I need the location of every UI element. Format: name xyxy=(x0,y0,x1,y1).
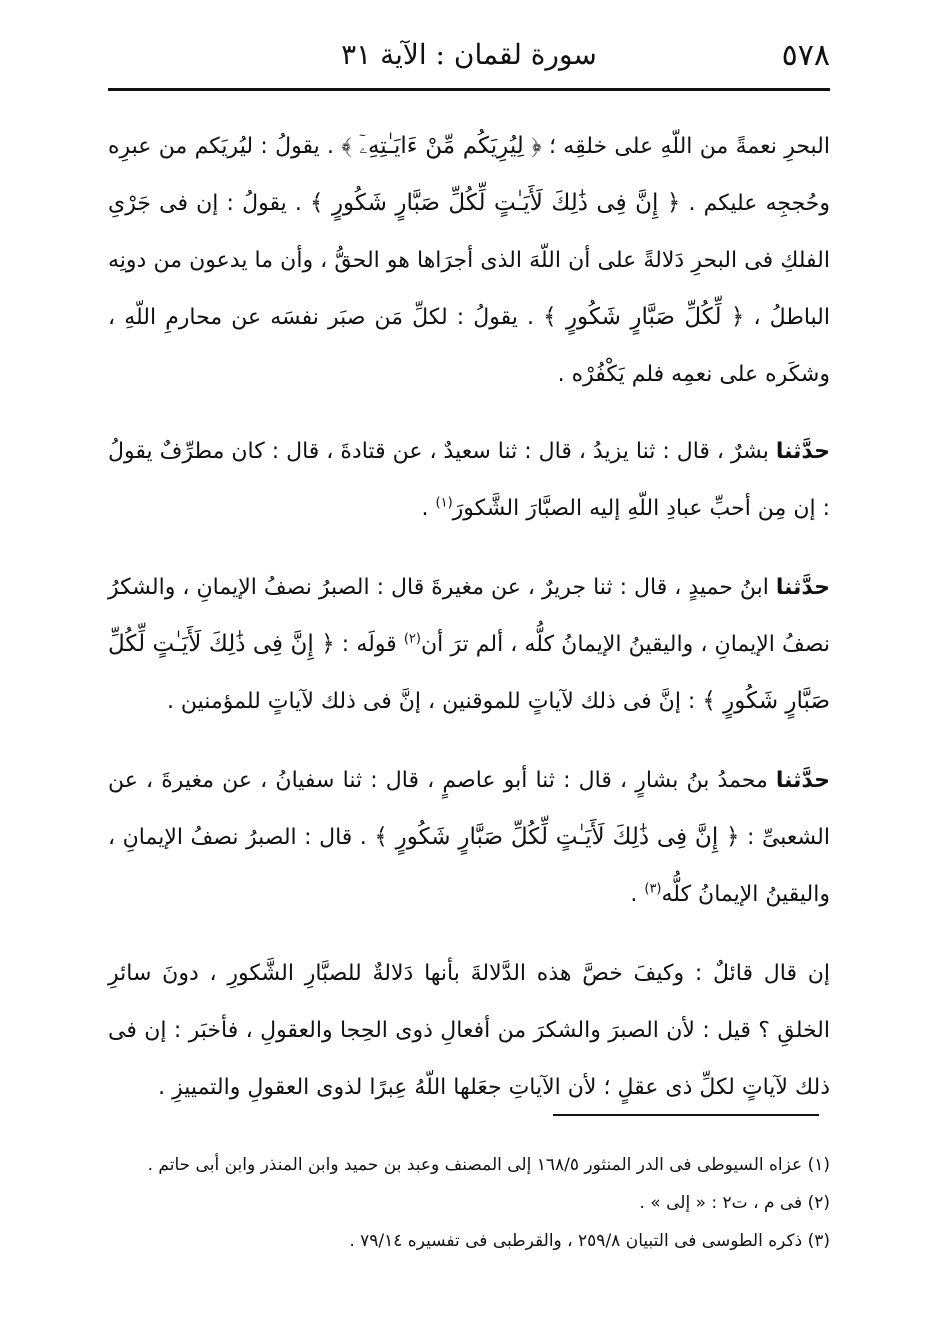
paragraph-5 xyxy=(108,945,830,1116)
footnote-2: (٢) فى م ، ت٢ : « إلى » . xyxy=(639,1193,830,1213)
paragraph-text: . يقولُ : ليُريَكم من عبرِه وحُججِه عليكم . xyxy=(108,134,831,216)
quran-verse: ﴿ لِّكُلِّ صَبَّارٍ شَكُورٍ ﴾ xyxy=(543,304,745,330)
running-title: سورة لقمان : الآية ٣١ xyxy=(341,38,597,71)
paragraph-text: : إنَّ فى ذلك لآياتٍ للموقنين ، إنَّ فى ذلك لآياتٍ للمؤمنين . xyxy=(166,689,703,714)
paragraph-4 xyxy=(108,752,830,923)
paragraph-2 xyxy=(108,423,830,537)
footnote-reference: (٣) xyxy=(644,881,662,897)
quran-verse: ﴿ إِنَّ فِى ذَٰلِكَ لَأَيَـٰتٍ لِّكُلِّ صَبَّارٍ شَكُورٍ ﴾ xyxy=(310,190,681,216)
paragraph-text: . xyxy=(421,496,436,521)
page-header xyxy=(108,34,830,84)
paragraph-text: . xyxy=(630,882,645,907)
paragraph-text: . يقولُ : إن فى جَرْىِ الفلكِ فى البحرِ دَلالةً على أن اللّهَ الذى أجرَاها هو الحقُّ ، وأن ما يدعون من دونِه الباطلُ ، xyxy=(108,191,830,330)
quran-verse: ﴿ إِنَّ فِى ذَٰلِكَ لَأَيَـٰتٍ لِّكُلِّ صَبَّارٍ شَكُورٍ ﴾ xyxy=(374,824,740,850)
footnote-reference: (١) xyxy=(435,495,453,511)
footnote-3: (٣) ذكره الطوسى فى التبيان ٢٥٩/٨ ، والقرطبى فى تفسيره ٧٩/١٤ . xyxy=(349,1231,830,1251)
paragraph-text: . يقولُ : لكلِّ مَن صبَر نفسَه عن محارمِ اللّهِ ، وشكَره على نعمِه فلم يَكْفُرْه . xyxy=(108,305,830,387)
paragraph-3 xyxy=(108,559,830,730)
paragraph-text: . قال : الصبرُ نصفُ الإيمانِ ، واليقينُ الإيمانُ كلُّه xyxy=(108,825,830,907)
quran-verse: ﴿ لِيُرِيَكُم مِّنْ ءَايَـٰتِهِۦٓ ﴾ xyxy=(341,133,542,159)
hadith-opener: حدَّثنا xyxy=(775,768,830,793)
paragraph-text: البحرِ نعمةً من اللّهِ على خلقِه ؛ xyxy=(541,134,830,159)
header-rule xyxy=(108,88,830,91)
footnote-rule xyxy=(553,1114,819,1116)
footnote-reference: (٢) xyxy=(403,631,421,647)
main-text xyxy=(108,118,830,1138)
quran-verse: ﴿ إِنَّ فِى ذَٰلِكَ لَأَيَـٰتٍ لِّكُلِّ صَبَّارٍ شَكُورٍ ﴾ xyxy=(108,631,830,714)
paragraph-text: ابنُ حميدٍ ، قال : ثنا جريرٌ ، عن مغيرةَ قال : الصبرُ نصفُ الإيمانِ ، والشكرُ نصفُ الإيمانِ ، واليقينُ الإيمانُ كلُّه ، ألم ترَ أن xyxy=(108,575,831,657)
footnote-1: (١) عزاه السيوطى فى الدر المنثور ١٦٨/٥ إلى المصنف وعبد بن حميد وابن المنذر وابن أبى حاتم . xyxy=(147,1155,830,1175)
paragraph-text: إن قال قائلٌ : وكيفَ خصَّ هذه الدَّلالةَ بأنها دَلالةٌ للصبَّارِ الشَّكورِ ، دونَ سائرِ الخلقِ ؟ قيل : لأن الصبرَ والشكرَ من أفعالِ ذوى الحِجا والعقولِ ، فأخبَر : إن فى ذلك لآياتٍ لكلِّ ذى عقلٍ ؛ لأن الآياتِ جعَلها اللّهُ عِبرًا لذوى العقولِ والتمييزِ . xyxy=(108,961,830,1100)
paragraph-text: محمدُ بنُ بشارٍ ، قال : ثنا أبو عاصمٍ ، قال : ثنا سفيانُ ، عن مغيرةَ ، عن الشعبىِّ : xyxy=(108,768,830,850)
hadith-opener: حدَّثنا xyxy=(775,439,830,464)
footnotes xyxy=(108,1146,830,1260)
hadith-opener: حدَّثنا xyxy=(775,575,830,600)
page-number: ٥٧٨ xyxy=(781,38,830,73)
paragraph-text: قولَه : xyxy=(334,632,404,657)
paragraph-text: بشرٌ ، قال : ثنا يزيدُ ، قال : ثنا سعيدٌ ، عن قتادةَ ، قال : كان مطرِّفٌ يقولُ : إن مِن أحبِّ عبادِ اللّهِ إليه الصبَّارَ الشَّكورَ xyxy=(108,439,830,521)
paragraph-1 xyxy=(108,118,830,403)
